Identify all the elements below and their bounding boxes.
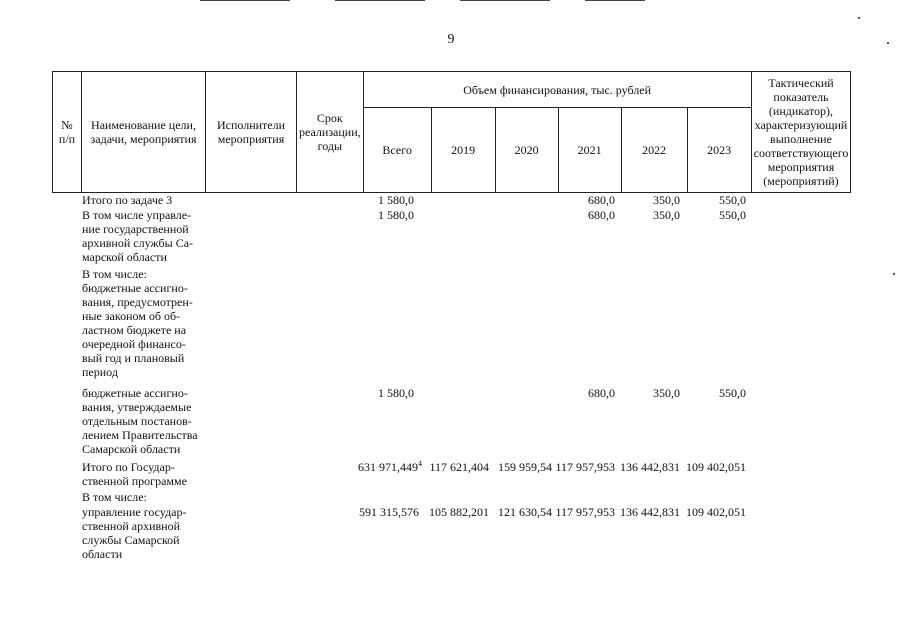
header-year: 2019	[431, 108, 495, 193]
cell-2023: 550,0	[719, 193, 746, 207]
cell-2022: 350,0	[653, 208, 680, 222]
cell-2019: 105 882,201	[429, 505, 489, 519]
row-name: бюджетные ассигно- вания, утверждаемые отдельным постанов- лением Правительства Самарской области	[82, 386, 198, 456]
page-number: 9	[447, 32, 455, 47]
cell-2022: 136 442,831	[620, 505, 680, 519]
cell-total: 1 580,0	[378, 386, 414, 400]
cell-total: 1 580,0	[378, 208, 414, 222]
cell-2023: 109 402,051	[686, 460, 746, 474]
row-name: Итого по Государ- ственной программе	[82, 460, 187, 488]
cell-2021: 117 957,953	[555, 505, 615, 519]
cell-2019: 117 621,404	[429, 460, 489, 474]
cell-2023: 109 402,051	[686, 505, 746, 519]
cell-2021: 680,0	[588, 208, 615, 222]
cell-2022: 350,0	[653, 386, 680, 400]
header-year: 2020	[495, 108, 558, 193]
row-name: В том числе:	[82, 490, 147, 504]
cell-2022: 350,0	[653, 193, 680, 207]
header-year: 2022	[621, 108, 687, 193]
header-total: Всего	[363, 108, 431, 193]
row-name: В том числе: бюджетные ассигно- вания, предусмотрен- ные законом об об- ластном бюджете на очередной финансо- вый год и плановый период	[82, 267, 193, 379]
cell-2023: 550,0	[719, 208, 746, 222]
header-number: № п/п	[53, 72, 82, 193]
cell-2022: 136 442,831	[620, 460, 680, 474]
header-term: Срок реализации, годы	[297, 72, 364, 193]
cell-total: 591 315,576	[359, 505, 419, 519]
header-executors: Исполнители мероприятия	[206, 72, 297, 193]
header-year: 2023	[687, 108, 751, 193]
header-name: Наименование цели, задачи, мероприятия	[82, 72, 206, 193]
row-name: В том числе управле- ние государственной архивной службы Са- марской области	[82, 208, 194, 264]
cell-2021: 680,0	[588, 386, 615, 400]
cell-2023: 550,0	[719, 386, 746, 400]
header-funding: Объем финансирования, тыс. рублей	[363, 72, 751, 108]
cell-total: 1 580,0	[378, 193, 414, 207]
cell-2021: 117 957,953	[555, 460, 615, 474]
row-name: управление государ- ственной архивной службы Самарской области	[82, 505, 187, 561]
header-year: 2021	[558, 108, 621, 193]
cell-2020: 159 959,54	[498, 460, 552, 474]
footnote-marker: 4	[418, 459, 422, 468]
cell-total: 631 971,449$^4$	[358, 459, 422, 474]
cell-2021: 680,0	[588, 193, 615, 207]
cell-2020: 121 630,54	[498, 505, 552, 519]
row-name: Итого по задаче 3	[82, 193, 173, 207]
header-indicator: Тактический показатель (индикатор), характеризующий выполнение соответствующего мероприятия (мероприятий)	[751, 72, 851, 193]
